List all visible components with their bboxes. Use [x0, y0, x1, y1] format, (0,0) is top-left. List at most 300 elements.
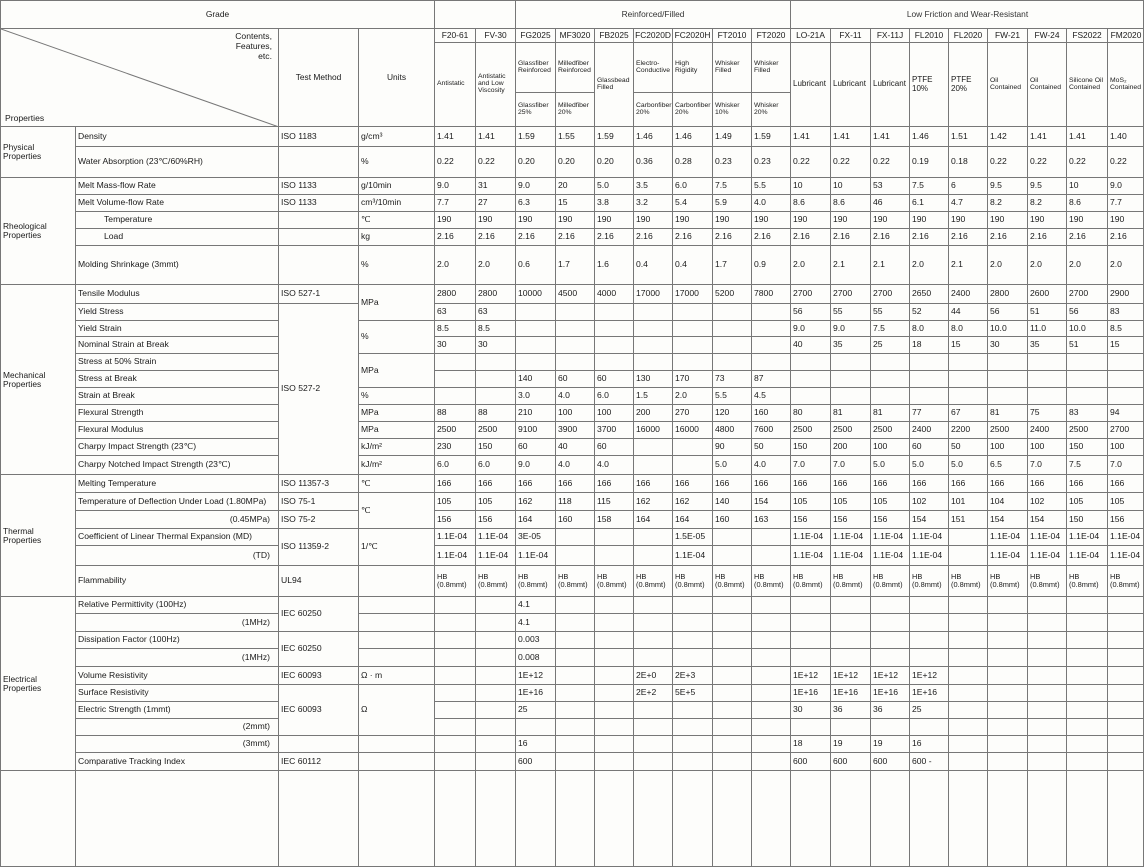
value-cell: 2.16: [475, 228, 515, 245]
value-cell: 166: [594, 474, 633, 492]
unit-cell: %: [358, 387, 434, 404]
value-cell: 51: [1027, 303, 1066, 320]
value-cell: [555, 718, 594, 735]
value-cell: 1.1E-04: [1066, 528, 1107, 545]
value-cell: HB (0.8mmt): [751, 565, 790, 596]
value-cell: 2.16: [830, 228, 870, 245]
unit-cell: g/10min: [358, 177, 434, 194]
value-cell: [672, 701, 712, 718]
value-cell: 151: [948, 510, 987, 528]
property-label: Coefficient of Linear Thermal Expansion (MD): [75, 528, 278, 545]
value-cell: [830, 387, 870, 404]
value-cell: [1027, 631, 1066, 648]
value-cell: 190: [555, 211, 594, 228]
value-cell: 1.6: [594, 245, 633, 284]
value-cell: [594, 701, 633, 718]
value-cell: HB (0.8mmt): [790, 565, 830, 596]
value-cell: 100: [1027, 438, 1066, 455]
value-cell: [594, 303, 633, 320]
value-cell: 4.5: [751, 387, 790, 404]
grade-feature: Milledfiber Reinforced: [555, 42, 594, 92]
empty-value-area: [1107, 770, 1144, 867]
value-cell: [555, 613, 594, 631]
value-cell: 2.1: [948, 245, 987, 284]
value-cell: 0.9: [751, 245, 790, 284]
value-cell: 1.7: [712, 245, 751, 284]
unit-cell: [358, 565, 434, 596]
value-cell: 0.22: [1107, 146, 1144, 177]
value-cell: [515, 303, 555, 320]
value-cell: 156: [434, 510, 475, 528]
value-cell: 9.5: [987, 177, 1027, 194]
grade-filler: Whisker 20%: [751, 92, 790, 126]
value-cell: HB (0.8mmt): [555, 565, 594, 596]
value-cell: [870, 648, 909, 666]
value-cell: 2.16: [1027, 228, 1066, 245]
value-cell: 156: [1107, 510, 1144, 528]
property-label: Volume Resistivity: [75, 666, 278, 684]
value-cell: 46: [870, 194, 909, 211]
value-cell: 2.16: [594, 228, 633, 245]
grade-filler: Glassfiber 25%: [515, 92, 555, 126]
value-cell: 230: [434, 438, 475, 455]
value-cell: [633, 718, 672, 735]
value-cell: [633, 701, 672, 718]
test-method-cell: [278, 228, 358, 245]
category-label: Electrical Properties: [0, 596, 75, 770]
value-cell: 35: [1027, 336, 1066, 353]
value-cell: 0.18: [948, 146, 987, 177]
value-cell: 102: [909, 492, 948, 510]
value-cell: [1027, 370, 1066, 387]
value-cell: 100: [1107, 438, 1144, 455]
value-cell: [751, 596, 790, 613]
value-cell: [987, 701, 1027, 718]
value-cell: 154: [909, 510, 948, 528]
value-cell: [594, 752, 633, 770]
value-cell: 6.0: [434, 455, 475, 474]
value-cell: [1107, 684, 1144, 701]
value-cell: [712, 666, 751, 684]
value-cell: 1.1E-04: [475, 528, 515, 545]
grade-feature: Oil Contained: [1027, 42, 1066, 126]
value-cell: [712, 613, 751, 631]
value-cell: [633, 752, 672, 770]
empty-value-area: [909, 770, 948, 867]
value-cell: HB (0.8mmt): [475, 565, 515, 596]
value-cell: 166: [870, 474, 909, 492]
value-cell: 94: [1107, 404, 1144, 421]
value-cell: 5.5: [751, 177, 790, 194]
property-label: Comparative Tracking Index: [75, 752, 278, 770]
category-label: Physical Properties: [0, 126, 75, 177]
value-cell: 166: [633, 474, 672, 492]
value-cell: [712, 684, 751, 701]
grade-feature: MoS₂ Contained: [1107, 42, 1144, 126]
value-cell: 52: [909, 303, 948, 320]
grade-code-f20-61: F20-61: [434, 28, 475, 42]
value-cell: 11.0: [1027, 320, 1066, 336]
value-cell: 2.16: [1107, 228, 1144, 245]
value-cell: [672, 455, 712, 474]
value-cell: [594, 528, 633, 545]
property-label: Stress at Break: [75, 370, 278, 387]
value-cell: [751, 648, 790, 666]
value-cell: 1.1E-04: [870, 545, 909, 565]
value-cell: 166: [751, 474, 790, 492]
value-cell: 2700: [1066, 284, 1107, 303]
value-cell: 2.16: [987, 228, 1027, 245]
value-cell: 1.55: [555, 126, 594, 146]
value-cell: [790, 613, 830, 631]
value-cell: [434, 370, 475, 387]
property-label: Flammability: [75, 565, 278, 596]
value-cell: 4.0: [751, 194, 790, 211]
value-cell: 4.1: [515, 613, 555, 631]
empty-property-area: [75, 770, 278, 867]
value-cell: HB (0.8mmt): [633, 565, 672, 596]
value-cell: 190: [790, 211, 830, 228]
value-cell: [712, 718, 751, 735]
value-cell: 102: [1027, 492, 1066, 510]
value-cell: 0.22: [870, 146, 909, 177]
value-cell: 2600: [1027, 284, 1066, 303]
value-cell: 1.1E-04: [987, 528, 1027, 545]
value-cell: 0.22: [830, 146, 870, 177]
empty-value-area: [830, 770, 870, 867]
value-cell: 162: [515, 492, 555, 510]
grade-header: Grade: [0, 0, 434, 28]
value-cell: 10.0: [987, 320, 1027, 336]
value-cell: 156: [790, 510, 830, 528]
value-cell: 1.51: [948, 126, 987, 146]
grade-code-mf3020: MF3020: [555, 28, 594, 42]
value-cell: 80: [790, 404, 830, 421]
value-cell: 0.6: [515, 245, 555, 284]
test-method-cell: ISO 527-2: [278, 303, 358, 474]
value-cell: [434, 752, 475, 770]
value-cell: [987, 370, 1027, 387]
value-cell: 30: [475, 336, 515, 353]
value-cell: 1.59: [515, 126, 555, 146]
value-cell: 105: [790, 492, 830, 510]
test-method-cell: ISO 75-2: [278, 510, 358, 528]
value-cell: 1E+16: [790, 684, 830, 701]
grade-code-fx-11: FX-11: [830, 28, 870, 42]
grade-code-fv-30: FV-30: [475, 28, 515, 42]
value-cell: 2.16: [1066, 228, 1107, 245]
value-cell: 200: [633, 404, 672, 421]
value-cell: [1066, 596, 1107, 613]
value-cell: 2E+3: [672, 666, 712, 684]
value-cell: [555, 735, 594, 752]
value-cell: 100: [555, 404, 594, 421]
value-cell: 83: [1066, 404, 1107, 421]
value-cell: [830, 370, 870, 387]
property-label: Melt Mass-flow Rate: [75, 177, 278, 194]
value-cell: [555, 545, 594, 565]
property-label: (TD): [75, 545, 278, 565]
value-cell: [555, 701, 594, 718]
empty-value-area: [870, 770, 909, 867]
value-cell: [712, 303, 751, 320]
value-cell: [948, 752, 987, 770]
value-cell: 190: [1107, 211, 1144, 228]
value-cell: 51: [1066, 336, 1107, 353]
property-label: Tensile Modulus: [75, 284, 278, 303]
value-cell: 7.7: [1107, 194, 1144, 211]
value-cell: 166: [830, 474, 870, 492]
value-cell: [633, 438, 672, 455]
value-cell: 2500: [1066, 421, 1107, 438]
value-cell: 60: [594, 438, 633, 455]
value-cell: 16: [515, 735, 555, 752]
grade-code-fc2020h: FC2020H: [672, 28, 712, 42]
value-cell: 1E+16: [909, 684, 948, 701]
value-cell: [515, 718, 555, 735]
value-cell: 600: [870, 752, 909, 770]
property-label: Load: [75, 228, 278, 245]
unit-cell: cm³/10min: [358, 194, 434, 211]
value-cell: 2.0: [475, 245, 515, 284]
value-cell: HB (0.8mmt): [870, 565, 909, 596]
value-cell: 5200: [712, 284, 751, 303]
value-cell: 8.6: [790, 194, 830, 211]
value-cell: 60: [555, 370, 594, 387]
value-cell: [712, 752, 751, 770]
value-cell: 166: [475, 474, 515, 492]
value-cell: [870, 613, 909, 631]
unit-cell: Ω: [358, 684, 434, 735]
value-cell: 1.1E-04: [830, 528, 870, 545]
value-cell: 2.0: [1066, 245, 1107, 284]
grade-filler: Carbonfiber 20%: [672, 92, 712, 126]
group-blank: [434, 0, 515, 28]
value-cell: [751, 701, 790, 718]
property-label: Melt Volume-flow Rate: [75, 194, 278, 211]
test-method-cell: ISO 75-1: [278, 492, 358, 510]
unit-cell: MPa: [358, 284, 434, 320]
value-cell: 4800: [712, 421, 751, 438]
value-cell: 17000: [633, 284, 672, 303]
value-cell: 166: [909, 474, 948, 492]
value-cell: 154: [987, 510, 1027, 528]
value-cell: 1E+12: [909, 666, 948, 684]
value-cell: [594, 613, 633, 631]
value-cell: [1107, 353, 1144, 370]
value-cell: [751, 735, 790, 752]
value-cell: 190: [434, 211, 475, 228]
value-cell: 164: [515, 510, 555, 528]
empty-value-area: [1066, 770, 1107, 867]
value-cell: 35: [830, 336, 870, 353]
value-cell: [909, 370, 948, 387]
value-cell: [751, 666, 790, 684]
value-cell: [1027, 648, 1066, 666]
diagonal-header-cell: [0, 28, 278, 126]
grade-code-ft2020: FT2020: [751, 28, 790, 42]
empty-value-area: [712, 770, 751, 867]
value-cell: 190: [712, 211, 751, 228]
test-method-cell: [278, 735, 358, 752]
value-cell: [672, 596, 712, 613]
value-cell: 190: [633, 211, 672, 228]
test-method-cell: ISO 11359-2: [278, 528, 358, 565]
value-cell: 162: [672, 492, 712, 510]
empty-value-area: [475, 770, 515, 867]
unit-cell: kJ/m²: [358, 438, 434, 455]
value-cell: 2500: [790, 421, 830, 438]
value-cell: 2500: [434, 421, 475, 438]
unit-cell: ℃: [358, 211, 434, 228]
value-cell: 8.6: [1066, 194, 1107, 211]
value-cell: [434, 387, 475, 404]
grade-feature: Lubricant: [870, 42, 909, 126]
value-cell: 73: [712, 370, 751, 387]
category-label: Mechanical Properties: [0, 284, 75, 474]
value-cell: 600: [790, 752, 830, 770]
value-cell: [987, 631, 1027, 648]
value-cell: [672, 752, 712, 770]
value-cell: 2700: [830, 284, 870, 303]
property-label: Dissipation Factor (100Hz): [75, 631, 278, 648]
empty-value-area: [1027, 770, 1066, 867]
value-cell: 162: [633, 492, 672, 510]
value-cell: 6.0: [475, 455, 515, 474]
value-cell: 2.1: [870, 245, 909, 284]
value-cell: 1.49: [712, 126, 751, 146]
value-cell: [672, 336, 712, 353]
value-cell: 2.16: [515, 228, 555, 245]
value-cell: [790, 596, 830, 613]
value-cell: 156: [870, 510, 909, 528]
value-cell: 16000: [672, 421, 712, 438]
value-cell: 2.16: [712, 228, 751, 245]
value-cell: 270: [672, 404, 712, 421]
property-label: (3mmt): [75, 735, 278, 752]
value-cell: [751, 545, 790, 565]
value-cell: [948, 701, 987, 718]
value-cell: [909, 613, 948, 631]
value-cell: [672, 718, 712, 735]
value-cell: [515, 320, 555, 336]
value-cell: 190: [1066, 211, 1107, 228]
grade-code-fg2025: FG2025: [515, 28, 555, 42]
value-cell: 154: [1027, 510, 1066, 528]
property-label: Flexural Strength: [75, 404, 278, 421]
value-cell: [1107, 596, 1144, 613]
value-cell: [633, 336, 672, 353]
value-cell: [475, 648, 515, 666]
value-cell: [515, 336, 555, 353]
property-label: Melting Temperature: [75, 474, 278, 492]
value-cell: [909, 353, 948, 370]
grade-code-fb2025: FB2025: [594, 28, 633, 42]
value-cell: [870, 370, 909, 387]
value-cell: [712, 336, 751, 353]
unit-cell: kg: [358, 228, 434, 245]
value-cell: [948, 718, 987, 735]
value-cell: [672, 613, 712, 631]
value-cell: 9100: [515, 421, 555, 438]
value-cell: [1066, 735, 1107, 752]
test-method-cell: IEC 60250: [278, 631, 358, 666]
value-cell: 8.2: [987, 194, 1027, 211]
value-cell: 2650: [909, 284, 948, 303]
value-cell: 5.0: [909, 455, 948, 474]
value-cell: [594, 320, 633, 336]
value-cell: 2700: [790, 284, 830, 303]
value-cell: 166: [1027, 474, 1066, 492]
value-cell: 5E+5: [672, 684, 712, 701]
value-cell: [515, 353, 555, 370]
unit-cell: [358, 631, 434, 648]
value-cell: 1.1E-04: [434, 528, 475, 545]
value-cell: 8.5: [1107, 320, 1144, 336]
value-cell: 2500: [830, 421, 870, 438]
category-label: Thermal Properties: [0, 474, 75, 596]
grade-feature: PTFE 10%: [909, 42, 948, 126]
value-cell: [830, 613, 870, 631]
value-cell: 6: [948, 177, 987, 194]
value-cell: 104: [987, 492, 1027, 510]
value-cell: 4.0: [555, 455, 594, 474]
test-method-cell: IEC 60112: [278, 752, 358, 770]
value-cell: 158: [594, 510, 633, 528]
value-cell: 600 -: [909, 752, 948, 770]
value-cell: 0.20: [555, 146, 594, 177]
value-cell: 0.23: [751, 146, 790, 177]
diagonal-contents-label: Contents, Features, etc.: [235, 31, 272, 61]
value-cell: [987, 666, 1027, 684]
value-cell: [751, 303, 790, 320]
value-cell: [1066, 631, 1107, 648]
value-cell: [751, 353, 790, 370]
value-cell: 9.0: [830, 320, 870, 336]
value-cell: 166: [1066, 474, 1107, 492]
value-cell: 2700: [870, 284, 909, 303]
unit-cell: [358, 648, 434, 666]
value-cell: [672, 438, 712, 455]
value-cell: [1066, 613, 1107, 631]
value-cell: 1.7: [555, 245, 594, 284]
value-cell: 600: [830, 752, 870, 770]
value-cell: 150: [1066, 510, 1107, 528]
property-label: Yield Strain: [75, 320, 278, 336]
value-cell: 166: [987, 474, 1027, 492]
value-cell: [751, 528, 790, 545]
value-cell: [475, 596, 515, 613]
value-cell: [1066, 752, 1107, 770]
value-cell: [555, 666, 594, 684]
value-cell: 3900: [555, 421, 594, 438]
value-cell: 1.1E-04: [830, 545, 870, 565]
grade-code-ft2010: FT2010: [712, 28, 751, 42]
value-cell: 56: [987, 303, 1027, 320]
value-cell: 3E-05: [515, 528, 555, 545]
value-cell: 1.1E-04: [1066, 545, 1107, 565]
value-cell: [633, 545, 672, 565]
value-cell: 25: [870, 336, 909, 353]
grade-feature: Glassfiber Reinforced: [515, 42, 555, 92]
grade-feature: PTFE 20%: [948, 42, 987, 126]
value-cell: 2.0: [909, 245, 948, 284]
grade-code-fw-24: FW-24: [1027, 28, 1066, 42]
value-cell: 7.0: [1107, 455, 1144, 474]
value-cell: 81: [870, 404, 909, 421]
value-cell: [948, 353, 987, 370]
unit-cell: kJ/m²: [358, 455, 434, 474]
